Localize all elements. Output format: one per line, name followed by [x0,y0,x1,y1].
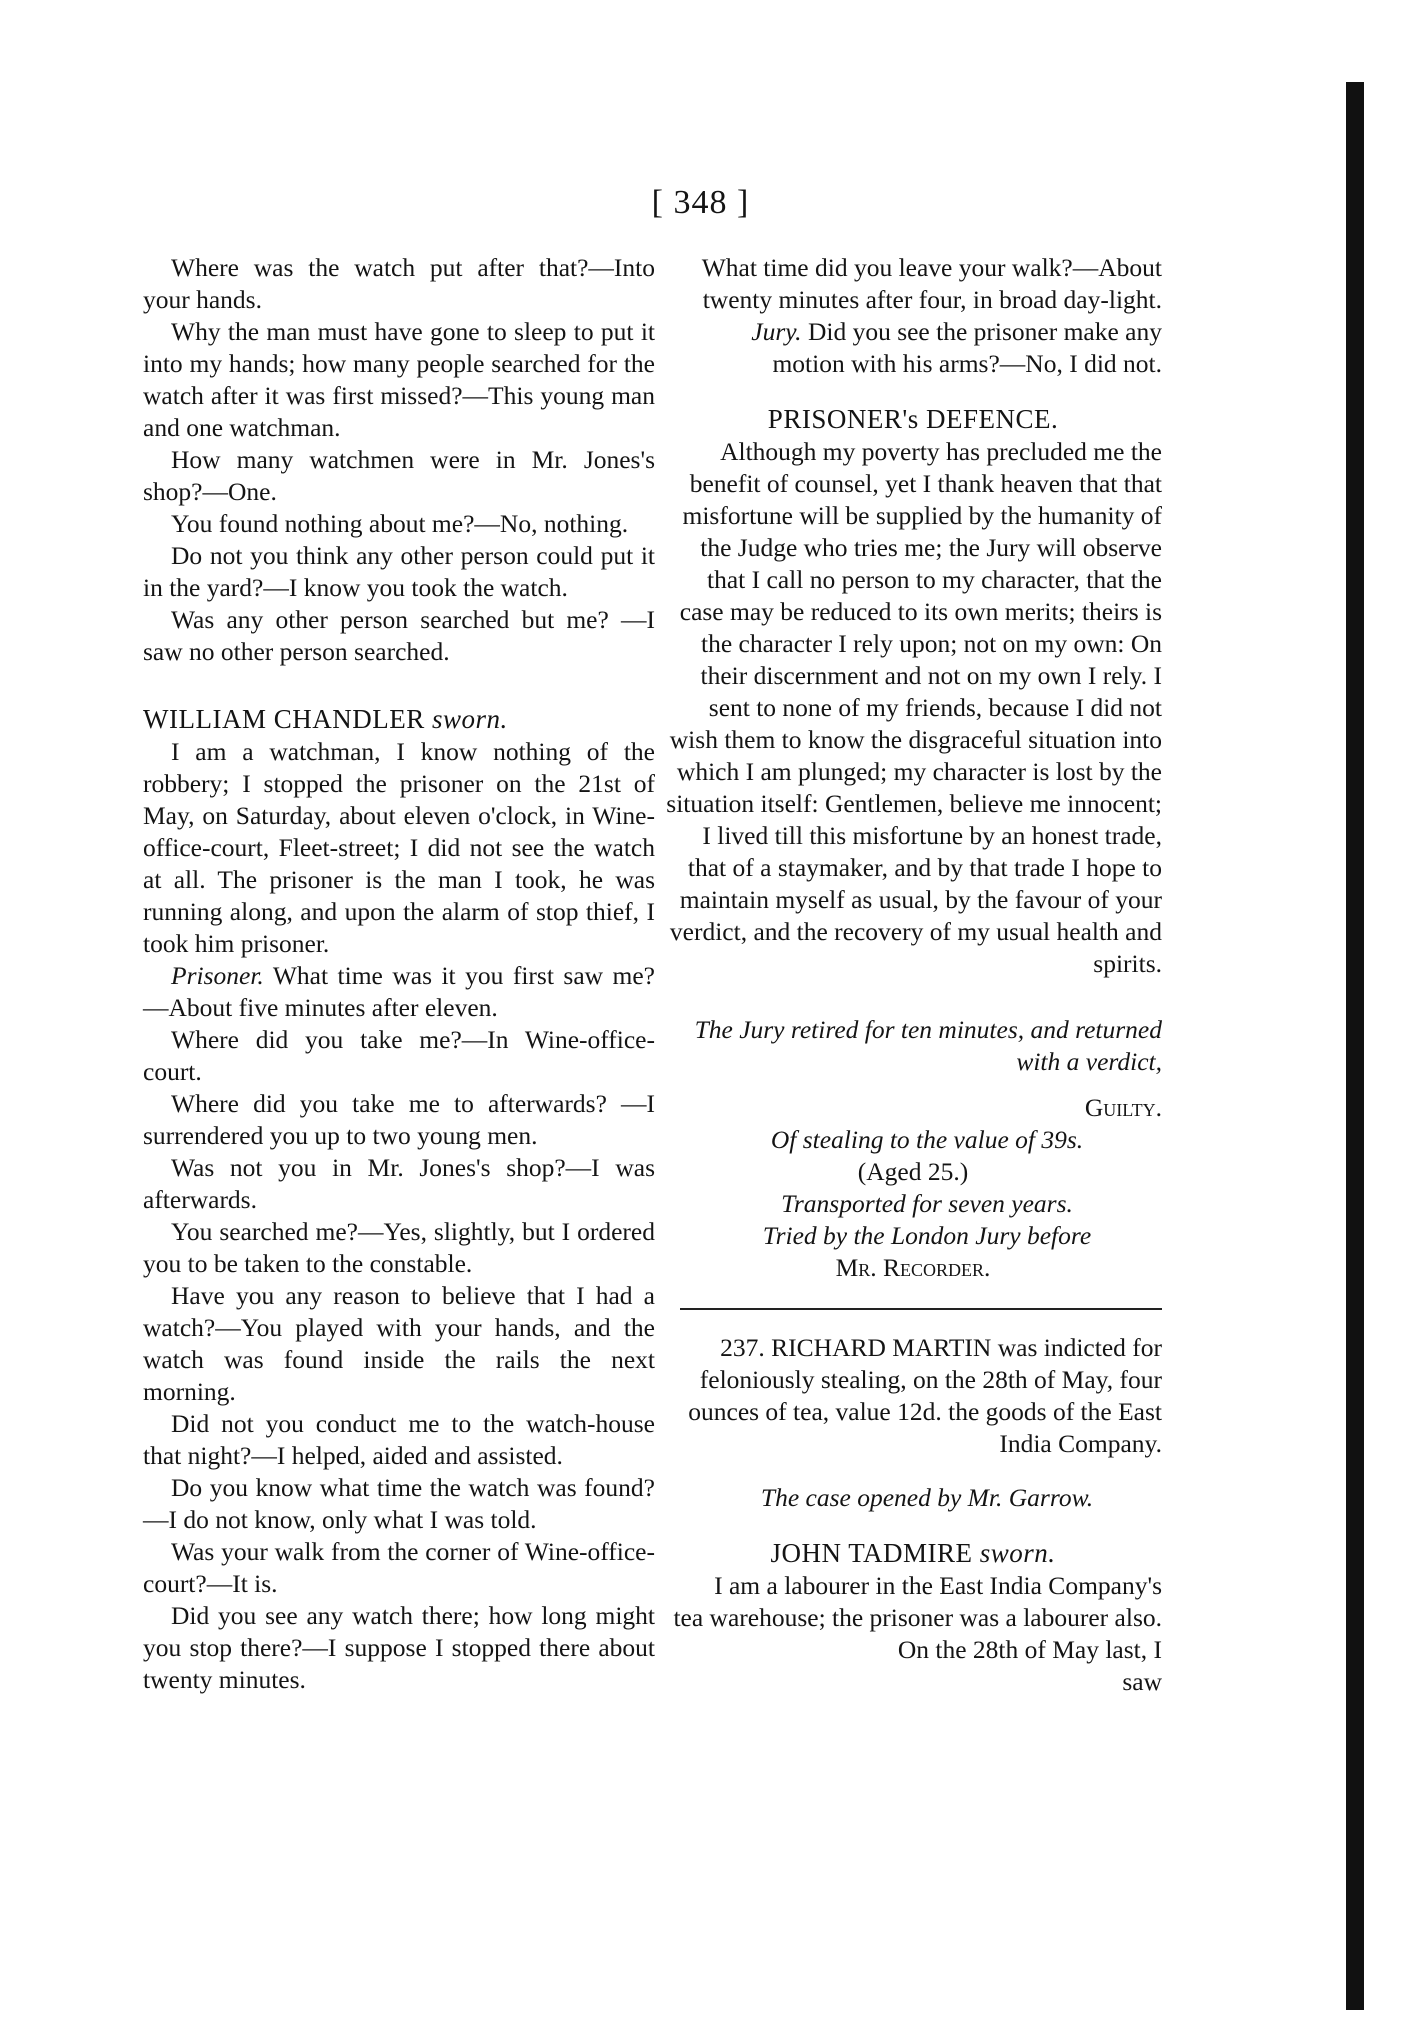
paragraph [664,316,1162,380]
paragraph: Did you see any watch there; how long might you stop there?—I suppose I stopped there about twenty minutes. [143,1601,655,1694]
paragraph-text: What time was it you first saw me?—About five minutes after eleven. [143,961,656,1022]
case-paragraph [664,1332,1162,1460]
paragraph: I am a labourer in the East India Company's tea warehouse; the prisoner was a labourer also. On the 28th of May last, I [673,1571,1162,1664]
paragraph: What time did you leave your walk?—About twenty minutes after four, in broad day-light. [701,253,1162,314]
paragraph [143,960,655,1024]
case-opened: The case opened by Mr. Garrow. [760,1483,1094,1512]
paragraph: I am a watchman, I know nothing of the robbery; I stopped the prisoner on the 21st of May, on Saturday, about eleven o'clock, in Wine-office-court, Fleet-street; I did not see the watch at all. The prisoner is the man I took, he was running along, and upon the alarm of stop thief, I took him prisoner. [143,737,655,958]
left-column [143,252,655,1696]
speaker-label: Jury. [751,317,802,346]
case-text: was indicted for feloniously stealing, on the 28th of May, four ounces of tea, value 12d. the goods of the East India Company. [688,1333,1162,1458]
stealing-value: Of stealing to the value of 39s. [770,1125,1084,1154]
witness-sworn: sworn. [431,704,508,734]
jury-retired: The Jury retired for ten minutes, and returned with a verdict, [694,1015,1162,1076]
paragraph: Do not you think any other person could put it in the yard?—I know you took the watch. [143,541,655,602]
page-number: [ 348 ] [651,184,750,221]
verdict: Guilty. [1084,1093,1162,1122]
age: (Aged 25.) [857,1157,969,1186]
paragraph: You searched me?—Yes, slightly, but I ordered you to be taken to the constable. [143,1217,655,1278]
witness-name: WILLIAM CHANDLER [143,704,425,734]
paragraph: Do you know what time the watch was found?—I do not know, only what I was told. [143,1473,655,1534]
paragraph: You found nothing about me?—No, nothing. [171,509,629,538]
witness-name: JOHN TADMIRE [770,1538,973,1568]
right-column [664,252,1162,1698]
paragraph: Was any other person searched but me? —I saw no other person searched. [143,605,655,666]
paragraph: Did not you conduct me to the watch-house that night?—I helped, aided and assisted. [143,1409,655,1470]
paragraph: Was your walk from the corner of Wine-office-court?—It is. [143,1537,655,1598]
page-edge-shadow [1346,82,1364,2010]
divider [680,1308,1162,1310]
speaker-label: Prisoner. [171,961,264,990]
catchword: saw [1122,1667,1162,1696]
paragraph: How many watchmen were in Mr. Jones's shop?—One. [143,445,655,506]
paragraph: Was not you in Mr. Jones's shop?—I was afterwards. [143,1153,655,1214]
paragraph: Where did you take me?—In Wine-office-court. [143,1025,655,1086]
sentence: Transported for seven years. [781,1189,1073,1218]
case-number: 237. RICHARD MARTIN [720,1333,992,1362]
paragraph: Where did you take me to afterwards? —I surrendered you up to two young men. [143,1089,655,1150]
paragraph: Why the man must have gone to sleep to put it into my hands; how many people searched for the watch after it was first missed?—This young man and one watchman. [143,317,655,442]
paragraph-text: Did you see the prisoner make any motion with his arms?—No, I did not. [772,317,1162,378]
defence-text: Although my poverty has precluded me the benefit of counsel, yet I thank heaven that that misfortune will be supplied by the humanity of the Judge who tries me; the Jury will observe that I call no person to my character, that the case may be reduced to its own merits; theirs is the character I rely upon; not on my own: On their discernment and not on my own I rely. I sent to none of my friends, because I did not wish them to know the disgraceful situation into which I am plunged; my character is lost by the situation itself: Gentlemen, believe me innocent; I lived till this misfortune by an honest trade, that of a staymaker, and by that trade I hope to maintain myself as usual, by the favour of your verdict, and the recovery of my usual health and spirits. [666,437,1162,978]
witness-sworn: sworn. [979,1538,1056,1568]
tried-by: Tried by the London Jury before [762,1221,1092,1250]
witness-heading [143,702,655,736]
judge: Mr. Recorder. [835,1253,991,1282]
paragraph: Where was the watch put after that?—Into your hands. [143,253,655,314]
defence-heading: PRISONER's DEFENCE. [767,404,1059,434]
witness-heading [664,1536,1162,1570]
paragraph: Have you any reason to believe that I had a watch?—You played with your hands, and the watch was found inside the rails the next morning. [143,1281,655,1406]
